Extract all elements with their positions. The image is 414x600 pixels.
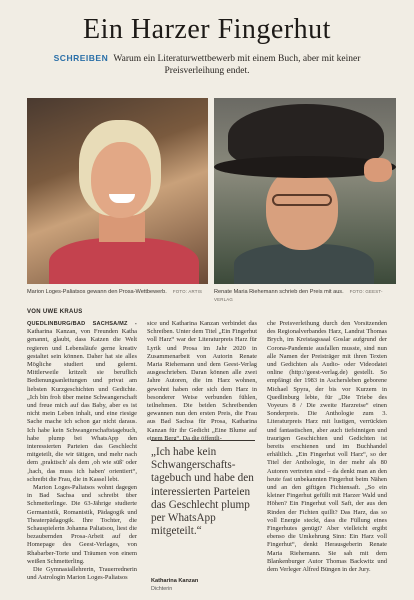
photo-shape	[234, 244, 374, 284]
caption-text: Marion Loges-Paliatsos gewann den Prosa-Wettbewerb.	[27, 289, 167, 295]
quote-role: Dichterin	[151, 586, 173, 592]
photo-credit: FOTO: GEEST-VERLAG	[214, 289, 383, 302]
subhead: Warum ein Literaturwettbewerb mit einem Buch, aber mit keiner Preisverleihung endet.	[113, 54, 361, 76]
paragraph: Die Gymnasiallehrerin, Trauerrednerin und Astrologin Marion Loges-Paliatsos	[27, 566, 137, 582]
paragraph: sice und Katharina Kanzan verbindet das Schreiben. Unter dem Titel „Ein Fingerhut voll Harz“ war der Literaturpreis Harz für Lyrik und Prosa im Jahr 2020 in Zusammenarbeit von Autorin Renate Maria Riehemann und dem Geest-Verlag ausgeschrieben. Daran können alle zwei Jahre Autoren, die im Harz wohnen, gewohnt haben oder sich dem Harz in besonderer Weise verbunden fühlen, teilnehmen. Die beiden Schreibenden gewannen nun den ersten Preis, die Frau aus Bad Sachsa für Prosa, Katharina Kanzan für ihr Gedicht „Eine Blume auf einem Berg“. Da die öffentli-	[147, 320, 257, 440]
headline: Ein Harzer Fingerhut	[83, 14, 331, 45]
subhead-block	[40, 52, 374, 77]
photo-caption-right	[214, 288, 396, 304]
photo-renate-maria-riehemann	[214, 98, 396, 284]
photo-marion-loges-paliatsos	[27, 98, 208, 284]
article-column-3	[267, 320, 387, 592]
photo-shape	[266, 168, 338, 250]
paragraph	[27, 320, 137, 484]
photo-shape	[91, 142, 151, 218]
quote-author: Katharina Kanzan	[151, 578, 199, 584]
photo-shape	[49, 238, 199, 284]
dateline: QUEDLINBURG/BAD SACHSA/MZ -	[27, 321, 137, 327]
article-column-2	[147, 320, 257, 440]
byline: VON UWE KRAUS	[27, 309, 83, 315]
photo-caption-left	[27, 288, 208, 296]
paragraph: che Preisverleihung durch den Vorsitzenden des Regionalverbandes Harz, Landrat Thomas Brych, im Kreistagssaal Goslar aufgrund der Corona-Pandemie ausfallen musste, sind nun alle Namen der Preisträger mit ihren Texten und Gedichten als Audio- oder Videodatei online (http://geest-verlag.de) gestellt. So empfängt der 1983 in Aschersleben geborene Michael Spyra, der bis vor Kurzem in Quedlinburg lebte, für „Die Triebe des Voyeurs 8 / Die zweite Harzreise“ einen Sonderpreis. Die Anthologie zum 3. Literaturpreis Harz mit lustigen, verrückten und fantastischen, aber auch tiefsinnigen und traurigen Geschichten und Gedichten ist bereits erschienen und im Buchhandel erhältlich. „Ein Fingerhut voll Harz“, so der Titel der Anthologie, in der mehr als 80 Autoren vertreten sind – da denkt man an den heute fast unbekannten Fingerhut beim Nähen und an den giftigen Fichtensaft. „So ein kleiner Fingerhut gefüllt mit Harzer Wald und Höhen? Ein Fingerhut voll Saft, der aus den Rinden der Fichten quillt? Das Harz, das so voll Energie steckt, dass die Füllung eines Fingerhutes genügt? Aber vielleicht ergibt ebenso die Umkehrung Sinn: Ein Harz voll Fingerhut“, denkt Herausgeberin Renate Maria Riehemann. Sie sah mit dem Blankenburger Autor Thomas Backwitz und dem Verleger Alfred Büngen in der Jury.	[267, 320, 387, 574]
quote-divider	[151, 440, 255, 441]
paragraph: Marion Loges-Paliatsos wohnt dagegen in Bad Sachsa und schreibt über Schmetterlinge. Die 63-Jährige studierte Germanistik, Romanistik, Pädagogik und Theaterpädagogik. Ihre Tochter, die Schauspielerin Johanna Paliatsou, liest die bezaubernden Prosa-Arbeit auf der Homepage des Geest-Verlages, von Rhabarber-Torte und Träumen von einem weißen Schmetterling.	[27, 484, 137, 565]
article-column-1	[27, 320, 137, 592]
paragraph-text: Katharina Kanzan, von Freunden Katha genannt, glaubt, dass Katzen die Welt regieren und Lebensläufe gerne kreativ gestaltet sein können. Daher hat sie alles Mögliche studiert und gelernt. Mittlerweile kritzelt sie beruflich Bedienungsanleitungen und privat am liebsten Kurzgeschichten und Gedichte. „Ich bin froh über meine Schwangerschaft und freue mich auf das Baby, aber es ist nicht mein Leben inhalt, und eine riesige Sache mache ich schon gar nicht daraus. Ich habe kein Schwangerschaftstagebuch, habe plump bei WhatsApp den interessierten Parteien das Geschlecht mitgeteilt, die wir tätigen, und mehr nach dem ‚praktisch' als dem ‚oh wie süß' oder ‚hach, das muss ich haben' orientiert“, schreibt die Frau, die in Kassel lebt.	[27, 328, 137, 483]
photo-credit: FOTO: ARTIS	[172, 289, 203, 294]
pull-quote: „Ich habe kein Schwangerschafts-tagebuch und habe den interessierten Parteien das Geschlecht plump per WhatsApp mitgeteilt.“	[151, 446, 254, 538]
photo-shape	[272, 194, 332, 206]
photo-shape	[364, 158, 392, 182]
caption-text: Renate Maria Riehemann schrieb den Preis mit aus.	[214, 289, 344, 295]
kicker-label: SCHREIBEN	[53, 53, 109, 63]
